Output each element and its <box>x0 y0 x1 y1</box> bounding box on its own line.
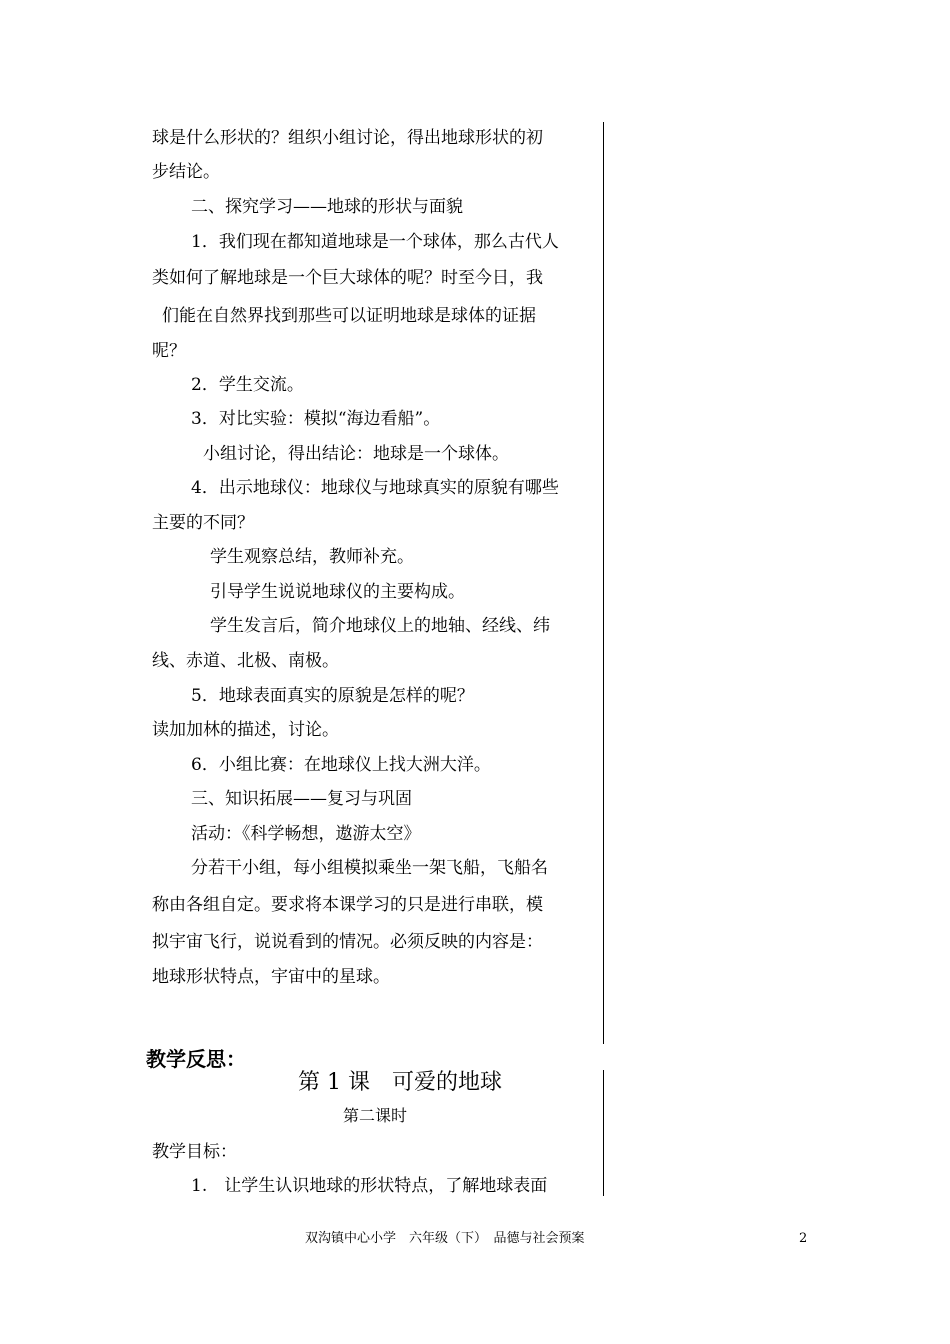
margin-line-upper <box>603 122 604 1044</box>
objective-item: 1. 让学生认识地球的形状特点，了解地球表面 <box>191 1176 548 1196</box>
page-number: 2 <box>799 1231 808 1246</box>
body-line: 线、赤道、北极、南极。 <box>152 651 339 671</box>
body-line: 小组讨论，得出结论：地球是一个球体。 <box>203 444 509 464</box>
body-line: 球是什么形状的？组织小组讨论，得出地球形状的初 <box>152 128 543 148</box>
lesson-subtitle: 第二课时 <box>343 1106 408 1125</box>
page-footer: 双沟镇中心小学 六年级（下） 品德与社会预案 <box>305 1231 585 1246</box>
body-line: 引导学生说说地球仪的主要构成。 <box>210 582 465 602</box>
section-heading: 三、知识拓展——复习与巩固 <box>191 789 412 809</box>
body-line: 6．小组比赛：在地球仪上找大洲大洋。 <box>191 755 491 775</box>
body-line: 主要的不同？ <box>152 513 254 533</box>
body-line: 学生发言后，简介地球仪上的地轴、经线、纬 <box>210 616 550 636</box>
body-line: 4．出示地球仪：地球仪与地球真实的原貌有哪些 <box>191 478 559 498</box>
section-heading: 二、探究学习——地球的形状与面貌 <box>191 197 463 217</box>
body-line: 读加加林的描述，讨论。 <box>152 720 339 740</box>
body-line: 活动：《科学畅想，遨游太空》 <box>191 824 421 844</box>
body-line: 5．地球表面真实的原貌是怎样的呢？ <box>191 686 474 706</box>
body-line: 呢？ <box>152 341 186 361</box>
margin-line-lower <box>603 1070 604 1196</box>
body-line: 类如何了解地球是一个巨大球体的呢？时至今日，我 <box>152 268 543 288</box>
body-line: 拟宇宙飞行，说说看到的情况。必须反映的内容是： <box>152 932 543 952</box>
lesson-title: 第 1 课 可爱的地球 <box>298 1070 502 1095</box>
body-line: 3．对比实验：模拟“海边看船”。 <box>191 409 441 429</box>
reflection-label: 教学反思： <box>146 1047 246 1071</box>
body-line: 1．我们现在都知道地球是一个球体，那么古代人 <box>191 232 559 252</box>
body-line: 学生观察总结，教师补充。 <box>210 547 414 567</box>
body-line: 地球形状特点，宇宙中的星球。 <box>152 967 390 987</box>
body-line: 们能在自然界找到那些可以证明地球是球体的证据 <box>162 306 536 326</box>
body-line: 称由各组自定。要求将本课学习的只是进行串联，模 <box>152 895 543 915</box>
body-line: 分若干小组，每小组模拟乘坐一架飞船，飞船名 <box>191 858 548 878</box>
objectives-label: 教学目标： <box>152 1142 237 1162</box>
body-line: 步结论。 <box>152 162 220 182</box>
body-line: 2．学生交流。 <box>191 375 304 395</box>
